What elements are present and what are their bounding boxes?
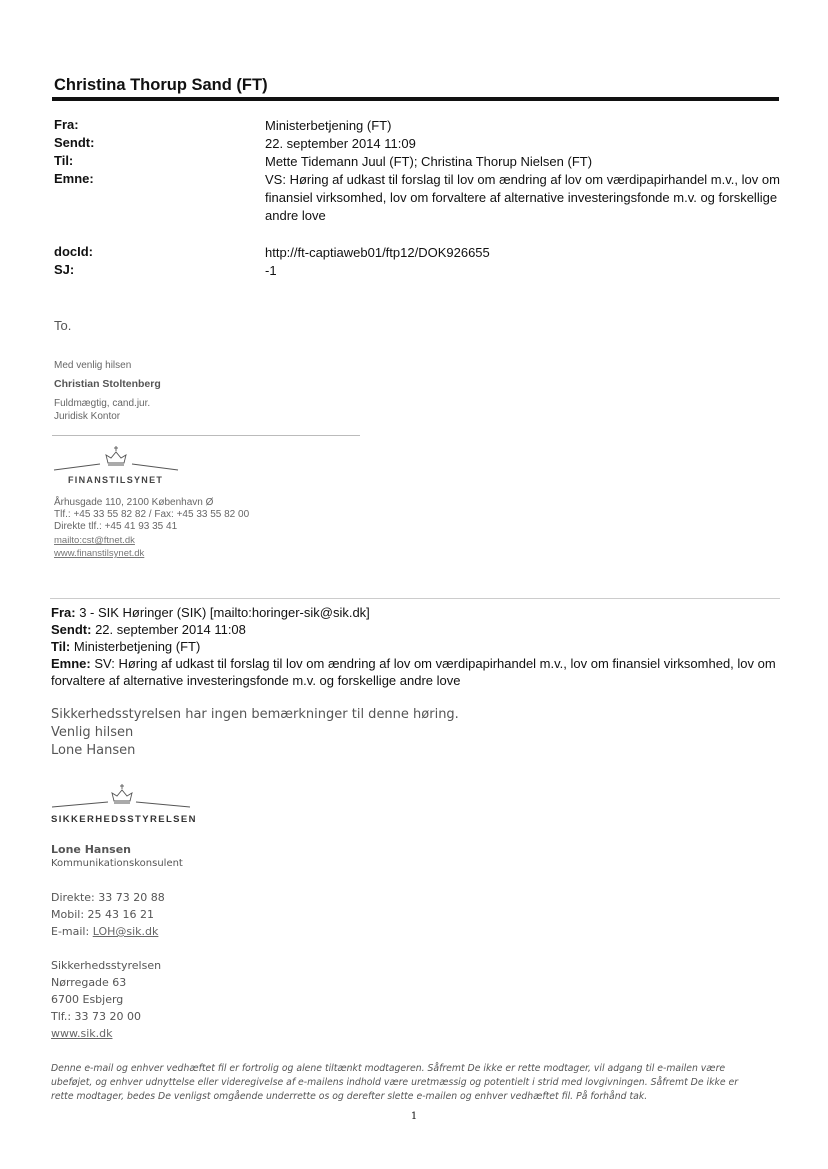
subject-value: VS: Høring af udkast til forslag til lov om ændring af lov om værdipapirhandel m.v., lov om finansiel virksomhed, lov om forvaltere af alternative investeringsfonde m.v. og forskellige andre love [265,172,780,223]
greeting-text: To. [54,318,72,333]
direct-phone-text: Direkte tlf.: +45 41 93 35 41 [54,521,178,532]
page-number: 1 [410,1111,418,1122]
website-link[interactable]: www.finanstilsynet.dk [54,548,145,559]
signature-name: Lone Hansen [51,843,131,856]
fwd-subject-line [51,655,781,689]
fwd-subject-value: SV: Høring af udkast til forslag til lov om ændring af lov om værdipapirhandel m.v., lov om finansiel virksomhed, lov om forvaltere af alternative investeringsfonde m.v. og forskellige andre love [51,656,776,688]
address-text: Århusgade 110, 2100 København Ø [54,497,214,508]
signer-name: Christian Stoltenberg [54,378,161,390]
signature-email-link[interactable]: LOH@sik.dk [92,925,159,938]
signature-street: Nørregade 63 [51,976,127,989]
signature-direct: Direkte: 33 73 20 88 [51,891,165,904]
body-text: Sikkerhedsstyrelsen har ingen bemærkninger til denne høring. [51,707,459,722]
body-regards: Venlig hilsen [51,725,134,740]
to-label: Til: [54,153,74,168]
document-title: Christina Thorup Sand (FT) [54,76,268,94]
phone-text: Tlf.: +45 33 55 82 82 / Fax: +45 33 55 82 00 [54,509,250,520]
subject-label: Emne: [54,171,94,186]
fwd-subject-label: Emne: [51,656,91,671]
fwd-from-value: 3 - SIK Høringer (SIK) [mailto:horinger-sik@sik.dk] [79,605,370,620]
signer-department: Juridisk Kontor [54,411,121,422]
signer-title: Fuldmægtig, cand.jur. [54,398,151,409]
signature-divider [52,435,360,436]
title-divider [52,97,779,101]
sikkerhedsstyrelsen-name: SIKKERHEDSSTYRELSEN [51,814,197,825]
docid-label: docId: [54,244,93,259]
to-value: Mette Tidemann Juul (FT); Christina Thorup Nielsen (FT) [265,154,593,169]
sj-label: SJ: [54,262,75,277]
fwd-to-label: Til: [51,639,71,654]
docid-value: http://ft-captiaweb01/ftp12/DOK926655 [265,245,490,260]
fwd-to-value: Ministerbetjening (FT) [73,639,201,654]
fwd-sent-line [51,621,781,638]
sikkerhedsstyrelsen-crown-logo [50,783,192,811]
signature-web-link[interactable]: www.sik.dk [51,1027,113,1040]
sj-value: -1 [265,263,277,278]
signature-phone: Tlf.: 33 73 20 00 [51,1010,142,1023]
signature-org: Sikkerhedsstyrelsen [51,959,162,972]
fwd-sent-label: Sendt: [51,622,92,637]
body-signer: Lone Hansen [51,743,136,758]
email-link[interactable]: mailto:cst@ftnet.dk [54,535,135,546]
finanstilsynet-name: FINANSTILSYNET [68,475,164,485]
fwd-sent-value: 22. september 2014 11:08 [95,622,246,637]
signature-mobile: Mobil: 25 43 16 21 [51,908,154,921]
sent-label: Sendt: [54,135,95,150]
regards-text: Med venlig hilsen [54,360,132,371]
sent-value: 22. september 2014 11:09 [265,136,416,151]
message-separator [50,598,780,599]
from-label: Fra: [54,117,79,132]
from-value: Ministerbetjening (FT) [265,118,392,133]
finanstilsynet-crown-logo [52,444,180,472]
signature-email-line [51,925,158,938]
fwd-from-line [51,604,781,621]
legal-disclaimer: Denne e-mail og enhver vedhæftet fil er fortrolig og alene tiltænkt modtageren. Såfremt De ikke er rette modtager, vil adgang til e-mailen være ubeføjet, og enhver udnyttelse eller videregivelse af e-mailens indhold være uretmæssig og potentielt i strid med lovgivningen. Såfremt De ikke er rette modtager, bedes De venligst omgående underrette os og derefter slette e-mailen og enhver vedhæftet fil. På forhånd tak. [51,1063,739,1102]
signature-title: Kommunikationskonsulent [51,858,183,869]
signature-city: 6700 Esbjerg [51,993,124,1006]
signature-email-label: E-mail: [51,925,93,938]
fwd-from-label: Fra: [51,605,76,620]
fwd-to-line [51,638,781,655]
